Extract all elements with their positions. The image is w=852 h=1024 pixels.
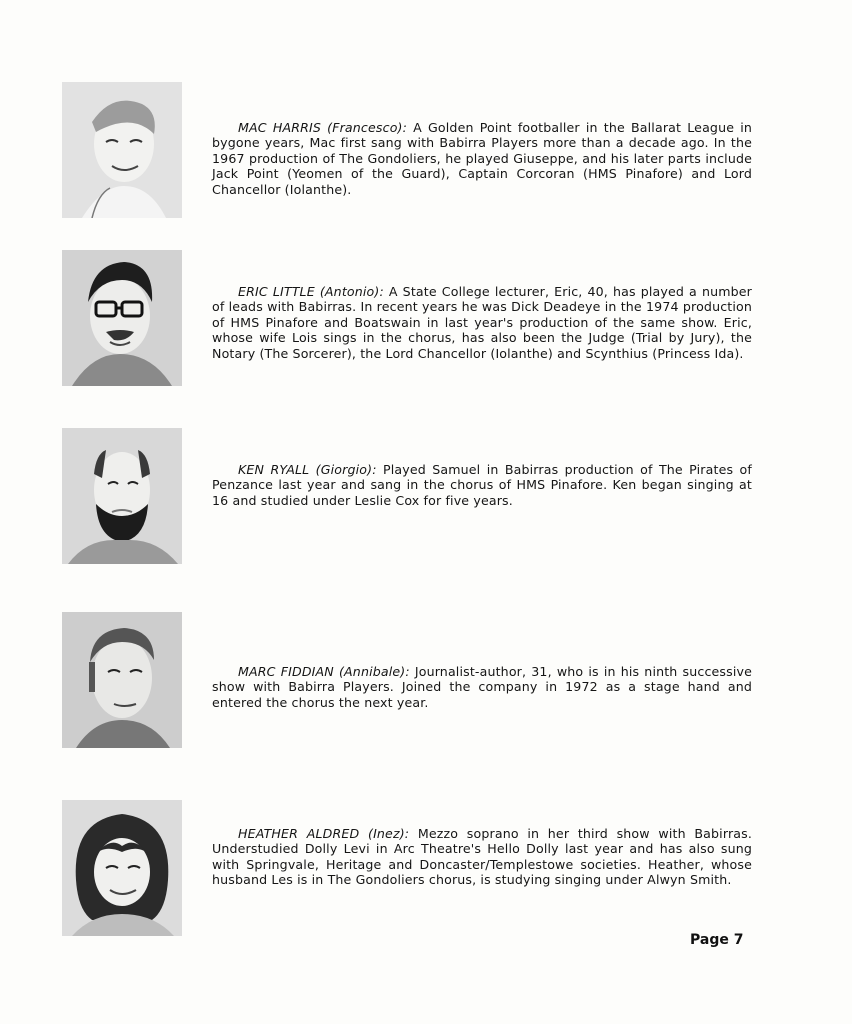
page-number: Page 7 [690,932,744,948]
portrait-image [62,82,182,218]
cast-bio [212,284,752,361]
portrait-image [62,612,182,748]
cast-bio-text: A State College lecturer, Eric, 40, has played a number of leads with Babirras. In recent years he was Dick Deadeye in the 1974 production of HMS Pinafore and Boatswain in last year's production of the same show. Eric, whose wife Lois sings in the chorus, has also been the Judge (Trial by Jury), the Notary (The Sorcerer), the Lord Chancellor (Iolanthe) and Scynthius (Princess Ida). [212,284,752,361]
cast-bio [212,826,752,888]
cast-bio [212,664,752,710]
portrait-photo-heather-aldred [62,800,182,936]
portrait-photo-mac-harris [62,82,182,218]
cast-name-role: MAC HARRIS (Francesco): [238,120,408,135]
cast-name-role: KEN RYALL (Giorgio): [238,462,377,477]
cast-name-role: ERIC LITTLE (Antonio): [238,284,384,299]
portrait-image [62,428,182,564]
cast-bio-text: Mezzo soprano in her third show with Babirras. Understudied Dolly Levi in Arc Theatre's Hello Dolly last year and has also sung with Springvale, Heritage and Doncaster/Templestowe societies. Heather, whose husband Les is in The Gondoliers chorus, is studying singing under Alwyn Smith. [212,826,752,888]
portrait-photo-ken-ryall [62,428,182,564]
cast-bio-text: Journalist-author, 31, who is in his ninth successive show with Babirra Players. Joined the company in 1972 as a stage hand and entered the chorus the next year. [212,664,753,710]
cast-bio-text: A Golden Point footballer in the Ballarat League in bygone years, Mac first sang with Babirra Players more than a decade ago. In the 1967 production of The Gondoliers, he played Giuseppe, and his later parts include Jack Point (Yeomen of the Guard), Captain Corcoran (HMS Pinafore) and Lord Chancellor (Iolanthe). [212,120,753,197]
portrait-photo-marc-fiddian [62,612,182,748]
cast-bio [212,462,752,508]
cast-name-role: HEATHER ALDRED (Inez): [238,826,410,841]
portrait-image [62,800,182,936]
cast-bio-text: Played Samuel in Babirras production of The Pirates of Penzance last year and sang in the chorus of HMS Pinafore. Ken began singing at 16 and studied under Leslie Cox for five years. [212,462,752,508]
cast-name-role: MARC FIDDIAN (Annibale): [238,664,410,679]
portrait-photo-eric-little [62,250,182,386]
cast-bio [212,120,752,197]
portrait-image [62,250,182,386]
